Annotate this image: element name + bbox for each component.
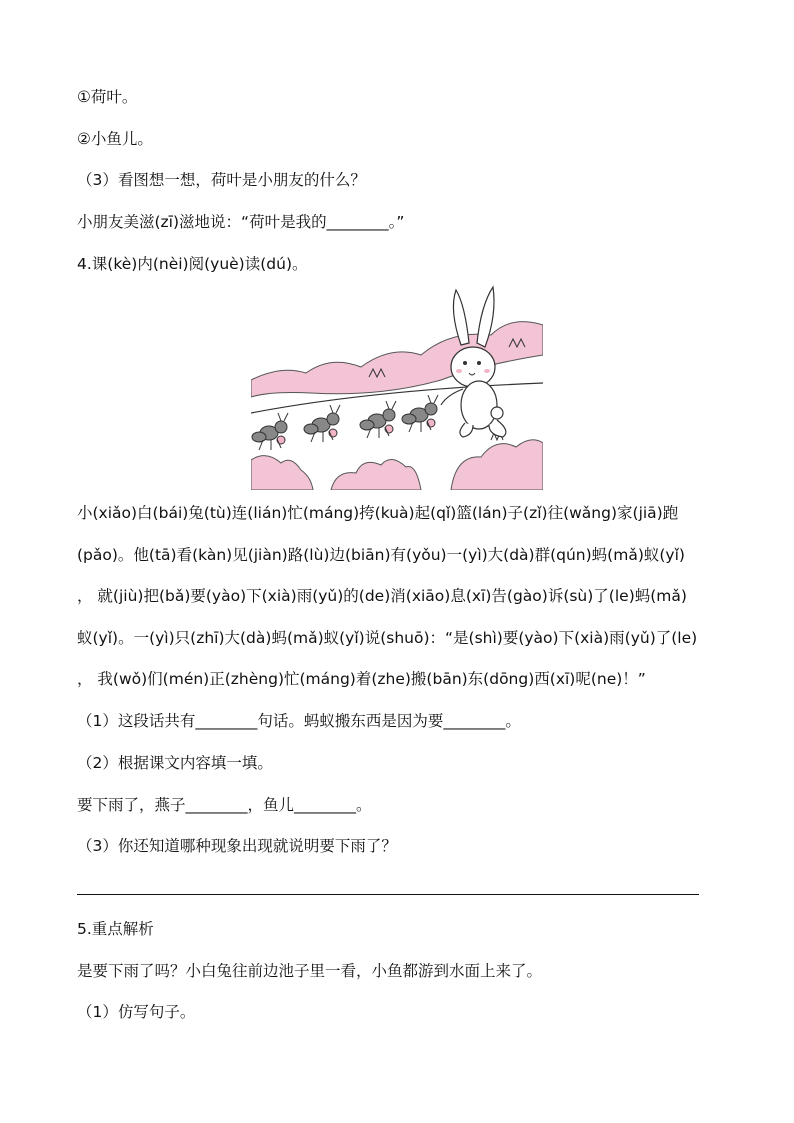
- passage-line-4: 蚁(yǐ)。一(yì)只(zhī)大(dà)蚂(mǎ)蚁(yǐ)说(shuō)：“是(shì)要(yào)下(xià)雨(yǔ)了(le): [77, 629, 698, 647]
- passage-line-1: 小(xiǎo)白(bái)兔(tù)连(lián)忙(máng)挎(kuà)起(qǐ)篮(lán)子(zǐ)往(wǎng)家(jiā)跑: [77, 504, 679, 522]
- question-3-answer-line: 小朋友美滋(zī)滋地说：“荷叶是我的________。”: [77, 213, 405, 231]
- section-4-question-3: （3）你还知道哪种现象出现就说明要下雨了？: [77, 837, 397, 855]
- section-4-title: 4.课(kè)内(nèi)阅(yuè)读(dú)。: [77, 255, 308, 273]
- section-5-title: 5.重点解析: [77, 920, 154, 938]
- section-4-question-2: （2）根据课文内容填一填。: [77, 754, 273, 772]
- option-little-fish: ②小鱼儿。: [77, 130, 153, 148]
- section-4-question-2-fill: 要下雨了，燕子________，鱼儿________。: [77, 796, 372, 814]
- passage-line-5: ， 我(wǒ)们(mén)正(zhèng)忙(máng)着(zhe)搬(bān)东(dōng)西(xī)呢(ne)！”: [77, 670, 646, 688]
- answer-line: [77, 894, 699, 895]
- passage-line-2: (pǎo)。他(tā)看(kàn)见(jiàn)路(lù)边(biān)有(yǒu)一(yì)大(dà)群(qún)蚂(mǎ)蚁(yǐ): [77, 546, 685, 564]
- section-4-question-1: （1）这段话共有________句话。蚂蚁搬东西是因为要________。: [77, 712, 521, 730]
- question-3-prompt: （3）看图想一想，荷叶是小朋友的什么？: [77, 171, 366, 189]
- section-5-question-1: （1）仿写句子。: [77, 1003, 196, 1021]
- section-5-passage: 是要下雨了吗？小白兔往前边池子里一看，小鱼都游到水面上来了。: [77, 962, 543, 980]
- passage-line-3: ， 就(jiù)把(bǎ)要(yào)下(xià)雨(yǔ)的(de)消(xiāo)息(xī)告(gào)诉(sù)了(le)蚂(mǎ): [77, 587, 687, 605]
- rabbit-and-ants-illustration: [251, 285, 543, 490]
- option-lotus-leaf: ①荷叶。: [77, 88, 138, 106]
